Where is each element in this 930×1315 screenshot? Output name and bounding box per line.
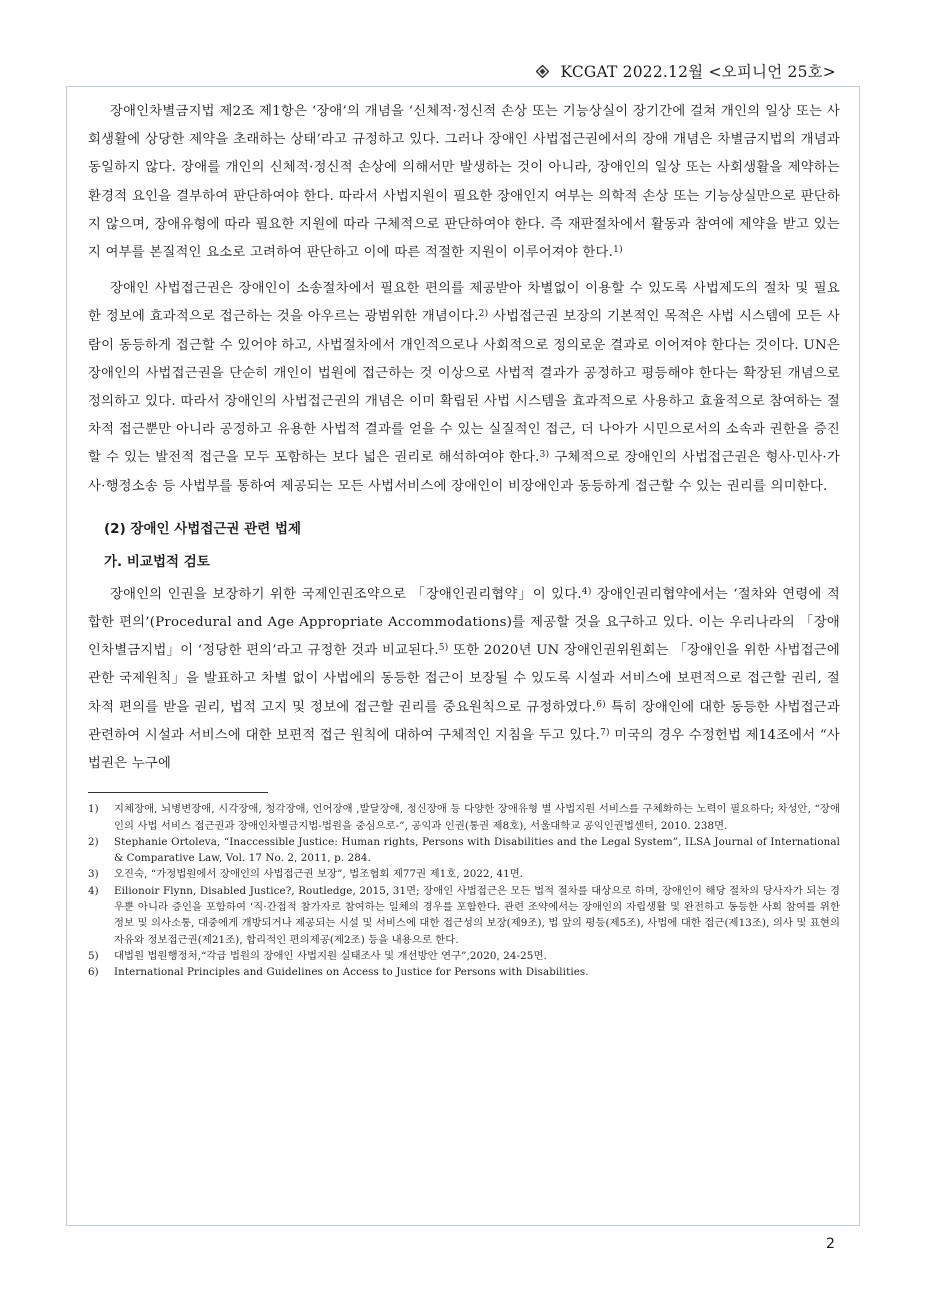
section-heading-legal-framework: (2) 장애인 사법접근권 관련 법제 [104,520,302,537]
paragraph-disability-definition: 장애인차별금지법 제2조 제1항은 ‘장애’의 개념을 ‘신체적·정신적 손상 또는 기능상실이 장기간에 걸쳐 개인의 일상 또는 사회생활에 상당한 제약을 초래하는 상태’라고 규정하고 있다. 그러나 장애인 사법접근권에서의 장애 개념은 차별금지법의 개념과 동일하지 않다. 장애를 개인의 신체적·정신적 손상에 의해서만 발생하는 것이 아니라, 장애인의 일상 또는 사회생활을 제약하는 환경적 요인을 결부하여 판단하여야 한다. 따라서 사법지원이 필요한 장애인지 여부는 의학적 손상 또는 기능상실만으로 판단하지 않으며, 장애유형에 따라 필요한 지원에 따라 구체적으로 판단하여야 한다. 즉 재판절차에서 활동과 참여에 제약을 받고 있는지 여부를 본질적인 요소로 고려하여 판단하고 이에 따른 적절한 지원이 이루어져야 한다.$^{1)}$ [88,104,840,261]
footnotes [88,801,840,980]
footnote-item: 3) 오진숙, “가정법원에서 장애인의 사법접근권 보장”, 법조협회 제77권 제1호, 2022, 41면. [88,868,524,881]
page-content [88,98,840,981]
footnote-ref-6[interactable]: 6) [596,699,606,710]
paragraph-access-to-justice: 장애인 사법접근권은 장애인이 소송절차에서 필요한 편의를 제공받아 차별없이 이용할 수 있도록 사법제도의 절차 및 필요한 정보에 효과적으로 접근하는 것을 아우르는 광범위한 개념이다.$^{2)}$ 사법접근권 보장의 기본적인 목적은 사법 시스템에 모든 사람이 동등하게 접근할 수 있어야 하고, 사법절차에서 개인적으로나 사회적으로 정의로운 결과로 이어져야 한다는 것이다. UN은 장애인의 사법접근권을 단순히 개인이 법원에 접근하는 것 이상으로 사법적 결과가 공정하고 평등해야 한다는 확장된 개념으로 정의하고 있다. 따라서 장애인의 사법접근권의 개념은 이미 확립된 사법 시스템을 효과적으로 사용하고 효율적으로 참여하는 절차적 접근뿐만 아니라 공정하고 유용한 사법적 결과를 얻을 수 있는 실질적인 접근, 더 나아가 시민으로서의 소속과 권한을 증진할 수 있는 발전적 접근을 모두 포함하는 보다 넓은 권리로 해석하여야 한다.$^{3)}$ 구체적으로 장애인의 사법접근권은 형사·민사·가사·행정소송 등 사법부를 통하여 제공되는 모든 사법서비스에 장애인이 비장애인과 동등하게 접근할 수 있는 권리를 의미한다. [88,281,840,494]
issue-label: <오피니언 25호> [708,63,836,81]
footnote-item: 6) International Principles and Guidelines on Access to Justice for Persons with Disabilities. [88,966,589,979]
page-number: 2 [826,1236,835,1252]
footnote-item: 2) Stephanie Ortoleva, “Inaccessible Justice: Human rights, Persons with Disabilities and the Legal System”, ILSA Journal of International & Comparative Law, Vol. 17 No. 2, 2011, p. 284. [88,835,840,865]
footnote-item: 5) 대법원 법원행정처,“각급 법원의 장애인 사법지원 실태조사 및 개선방안 연구”,2020, 24-25면. [88,949,547,962]
footnote-item: 4) Eilionoir Flynn, Disabled Justice?, Routledge, 2015, 31면; 장애인 사법접근은 모든 법적 절차를 대상으로 하며, 장애인이 해당 절차의 당사자가 되는 경우뿐 아니라 증인을 포함하여 ‘직·간접적 참가자로 참여하는 일체의 경우를 포함한다. 관련 조약에서는 장애인의 자립생활 및 완전하고 동등한 사회 참여를 위한 정보 및 의사소통, 대중에게 개방되거나 제공되는 시설 및 서비스에 대한 접근성의 보장(제9조), 법 앞의 평등(제5조), 사법에 대한 접근(제13조), 의사 및 표현의 자유와 정보접근권(제21조), 합리적인 편의제공(제2조) 등을 내용으로 한다. [88,884,840,946]
footnote-divider [88,792,268,793]
footnote-ref-7[interactable]: 7) [600,727,610,738]
journal-title: KCGAT 2022.12월 [560,63,704,81]
footnote-ref-4[interactable]: 4) [581,586,592,597]
footnote-ref-1[interactable]: 1) [613,245,623,256]
subsection-heading-comparative-review: 가. 비교법적 검토 [104,553,210,570]
footnote-item: 1) 지체장애, 뇌병변장애, 시각장애, 청각장애, 언어장애 ,발달장애, 정신장애 등 다양한 장애유형 별 사법지원 서비스를 구체화하는 노력이 필요하다; 차성안, “장애인의 사법 서비스 접근권과 장애인차별금지법-법원을 중심으로-”, 공익과 인권(통권 제8호), 서울대학교 공익인권법센터, 2010. 238면. [88,803,840,832]
diamond-logo-icon [536,64,549,82]
footnote-ref-2[interactable]: 2) [478,309,489,320]
footnote-ref-3[interactable]: 3) [539,450,550,461]
footnote-ref-5[interactable]: 5) [438,643,449,654]
page-header [536,60,836,82]
paragraph-comparative-review: 장애인의 인권을 보장하기 위한 국제인권조약으로 「장애인권리협약」이 있다.$^{4)}$ 장애인권리협약에서는 ‘절차와 연령에 적합한 편의’(Procedural and Age Appropriate Accommodations)를 제공할 것을 요구하고 있다. 이는 우리나라의 「장애인차별금지법」이 ‘정당한 편의’라고 규정한 것과 비교된다.$^{5)}$ 또한 2020년 UN 장애인권위원회는 「장애인을 위한 사법접근에 관한 국제원칙」을 발표하고 차별 없이 사법에의 동등한 접근이 보장될 수 있도록 시설과 서비스에 보편적으로 접근할 권리, 절차적 편의를 받을 권리, 법적 고지 및 정보에 접근할 권리를 중요원칙으로 규정하였다.$^{6)}$ 특히 장애인에 대한 동등한 사법접근과 관련하여 시설과 서비스에 대한 보편적 접근 원칙에 대하여 구체적인 지침을 두고 있다.$^{7)}$ 미국의 경우 수정헌법 제14조에서 “사법권은 누구에 [88,586,841,772]
